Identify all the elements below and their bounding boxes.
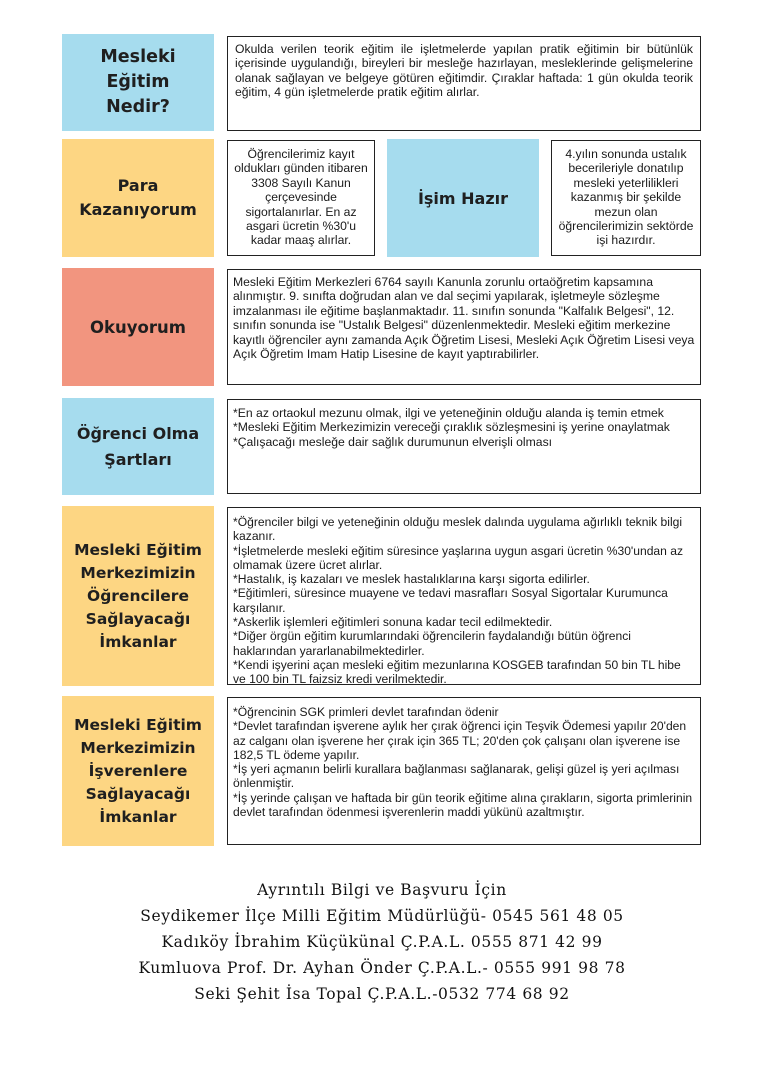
ogrenci-imkan-item: *Öğrenciler bilgi ve yeteneğinin olduğu meslek dalında uygulama ağırlıklı teknik bilgi kazanır. [233, 515, 683, 544]
text-okuyorum [227, 269, 701, 385]
label-mesleki-egitim-nedir: Mesleki Eğitim Nedir? [62, 34, 214, 131]
ogrenci-imkan-item: *Eğitimleri, süresince muayene ve tedavi masrafları Sosyal Sigortalar Kurumunca karşılanır. [233, 586, 668, 615]
label-isim-hazir: İşim Hazır [387, 139, 539, 257]
footer-contact-line: Seki Şehit İsa Topal Ç.P.A.L.-0532 774 68 92 [194, 985, 570, 1003]
ogrenci-imkan-item: *Kendi işyerini açan mesleki eğitim mezunlarına KOSGEB tarafından 50 bin TL hibe ve 100 bin TL faizsiz kredi verilmektedir. [233, 657, 681, 687]
isveren-imkan-item: *İş yeri açmanın belirli kurallara bağlanması sağlanarak, gelişi güzel iş yeri açılması önlenmiştir. [233, 762, 680, 791]
okuyorum-paragraph: Mesleki Eğitim Merkezleri 6764 sayılı Kanunla zorunlu ortaöğretim kapsamına alınmıştır. 9. sınıfta doğrudan alan ve dal seçimi yapılarak, işletmeyle sözleşme imzalanması ile eğitime başlanmaktadır. 11. sınıfın sonunda "Kalfalık Belgesi", 12. sınıfın sonunda ise "Ustalık Belgesi" düzenlenmektedir. Mesleki eğitim merkezine kayıtlı öğrenciler aynı zamanda Açık Öğretim Lisesi, Mesleki Açık Öğretim Lisesi veya Açık Öğretim Imam Hatip Lisesine de kayıt yaptırabilirler. [233, 275, 695, 362]
sartlar-item: *En az ortaokul mezunu olmak, ilgi ve yeteneğinin olduğu alanda iş temin etmek [233, 406, 664, 420]
ogrenci-imkan-item: *İşletmelerde mesleki eğitim süresince yaşlarına uygun asgari ücretin %30'undan az olmamak üzere ücret alırlar. [233, 543, 684, 572]
footer-contact-line: Kumluova Prof. Dr. Ayhan Önder Ç.P.A.L.- 0555 991 98 78 [138, 959, 626, 977]
text-isim-hazir [551, 140, 701, 256]
label-okuyorum: Okuyorum [62, 268, 214, 386]
sartlar-item: *Çalışacağı mesleğe dair sağlık durumunun elverişli olması [233, 434, 553, 449]
sartlar-item: *Mesleki Eğitim Merkezimizin vereceği çıraklık sözleşmesini iş yerine onaylatmak [233, 420, 670, 435]
isveren-imkan-item: *İş yerinde çalışan ve haftada bir gün teorik eğitime alına çırakların, sigorta primlerinin devlet tarafından ödenmesi işverenlerin maddi yükünü azaltmıştır. [233, 790, 693, 820]
text-ogrencilere-imkanlar [227, 507, 701, 685]
isim-paragraph: 4.yılın sonunda ustalık becerileriyle donatılıp mesleki yeterlilikleri kazanmış bir şekilde mezun olan öğrencilerimizin sektörde işi hazırdır. [558, 147, 694, 248]
isveren-imkan-item: *Devlet tarafından işverene aylık her çırak öğrenci için Teşvik Ödemesi yapılır 20'den az calganı olan işverene her çırak için 365 TL; 20'den çok çalışanı olan işverene ise 182,5 TL ödeme yapılır. [233, 719, 687, 762]
para-paragraph: Öğrencilerimiz kayıt oldukları günden itibaren 3308 Sayılı Kanun çerçevesinde sigortalanırlar. En az asgari ücretin %30'u kadar maaş alırlar. [234, 147, 368, 248]
text-isverenlere-imkanlar [227, 697, 701, 845]
label-ogrencilere-imkanlar: Mesleki Eğitim Merkezimizin Öğrencilere Sağlayacağı İmkanlar [62, 506, 214, 686]
ogrenci-imkan-item: *Hastalık, iş kazaları ve meslek hastalıklarına karşı sigorta edilirler. [233, 572, 590, 587]
text-mesleki-egitim-nedir [227, 36, 701, 131]
footer-contact-line: Kadıköy İbrahim Küçükünal Ç.P.A.L. 0555 871 42 99 [161, 933, 603, 951]
label-para-kazaniyorum: Para Kazanıyorum [62, 139, 214, 257]
footer-title: Ayrıntılı Bilgi ve Başvuru İçin [257, 881, 507, 899]
text-para-kazaniyorum [227, 140, 375, 256]
ogrenci-imkan-item: *Diğer örgün eğitim kurumlarındaki öğrencilerin faydalandığı bütün öğrenci haklarından yararlanabilmektedirler. [233, 629, 631, 658]
contact-footer [0, 877, 764, 1007]
footer-contact-line: Seydikemer İlçe Milli Eğitim Müdürlüğü- 0545 561 48 05 [140, 907, 624, 925]
nedir-paragraph: Okulda verilen teorik eğitim ile işletmelerde yapılan pratik eğitimin bir bütünlük içerisinde uygulandığı, bireyleri bir mesleğe hazırlayan, mesleklerinde gelişmelerine olanak sağlayan ve belgeye götüren eğitimdir. Çıraklar haftada: 1 gün okulda teorik eğitim, 4 gün işletmelerde pratik eğitim alırlar. [235, 42, 693, 100]
label-isverenlere-imkanlar: Mesleki Eğitim Merkezimizin İşverenlere Sağlayacağı İmkanlar [62, 696, 214, 846]
ogrenci-imkan-item: *Askerlik işlemleri eğitimleri sonuna kadar tecil edilmektedir. [233, 615, 553, 630]
text-ogrenci-olma-sartlari [227, 399, 701, 494]
isveren-imkan-item: *Öğrencinin SGK primleri devlet tarafından ödenir [233, 705, 499, 719]
label-ogrenci-olma-sartlari: Öğrenci Olma Şartları [62, 398, 214, 495]
